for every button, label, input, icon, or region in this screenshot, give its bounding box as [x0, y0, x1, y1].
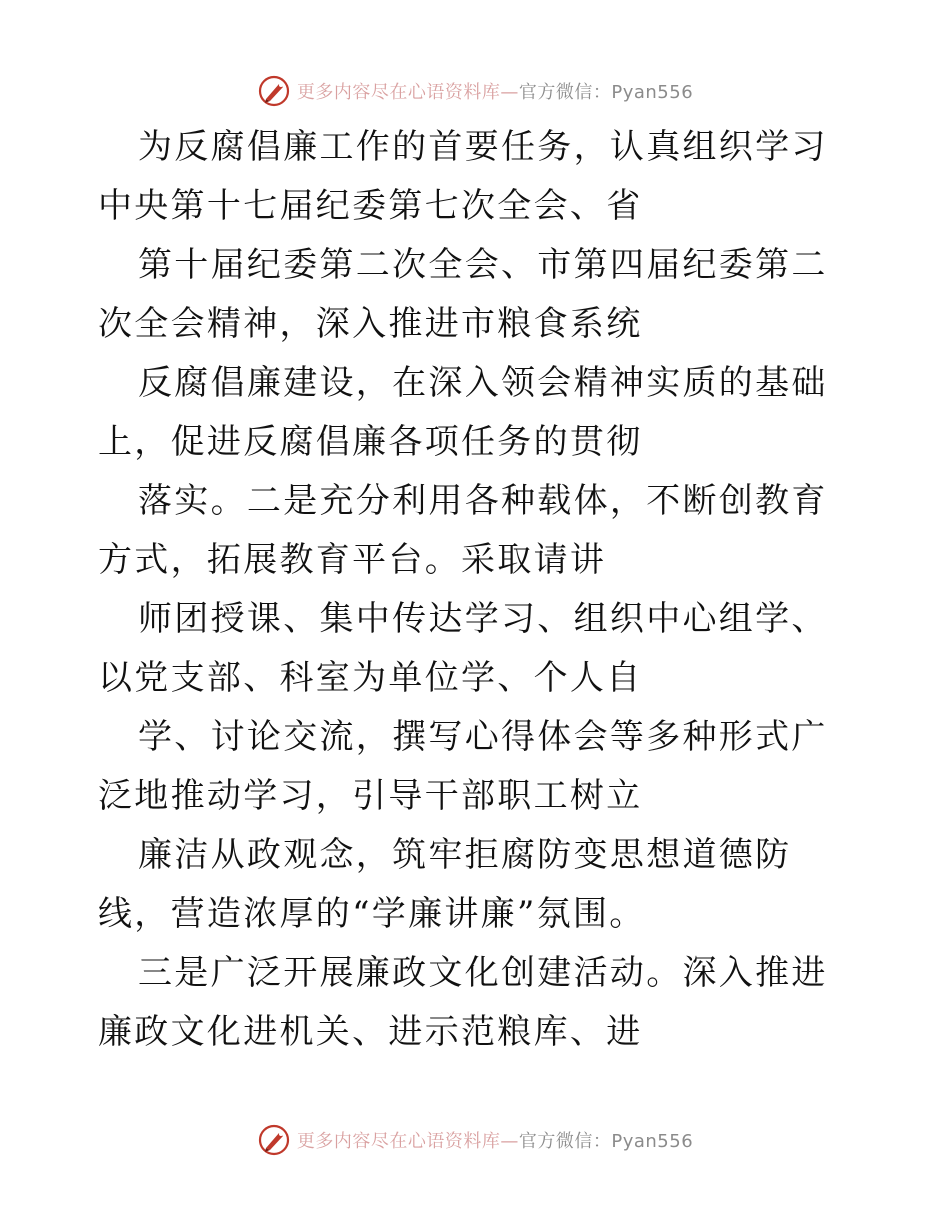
header-banner-text: 更多内容尽在心语资料库—官方微信：Pyan556 [296, 82, 694, 103]
footer-banner [0, 1120, 950, 1160]
paragraph: 为反腐倡廉工作的首要任务，认真组织学习中央第十七届纪委第七次全会、省 [98, 127, 828, 226]
paragraph: 第十届纪委第二次全会、市第四届纪委第二次全会精神，深入推进市粮食系统 [98, 245, 828, 344]
paragraph: 学、讨论交流，撰写心得体会等多种形式广泛地推动学习，引导干部职工树立 [98, 717, 828, 816]
header-banner [0, 71, 950, 111]
document-body [98, 118, 858, 1062]
paragraph: 落实。二是充分利用各种载体，不断创教育方式，拓展教育平台。采取请讲 [98, 481, 828, 580]
paragraph: 反腐倡廉建设，在深入领会精神实质的基础上，促进反腐倡廉各项任务的贯彻 [98, 363, 828, 462]
pen-circle-logo-icon [257, 1123, 291, 1157]
paragraph: 师团授课、集中传达学习、组织中心组学、以党支部、科室为单位学、个人自 [98, 599, 828, 698]
paragraph: 三是广泛开展廉政文化创建活动。深入推进廉政文化进机关、进示范粮库、进 [98, 953, 828, 1052]
paragraph: 廉洁从政观念，筑牢拒腐防变思想道德防线，营造浓厚的“学廉讲廉”氛围。 [98, 835, 792, 934]
pen-circle-logo-icon [257, 74, 291, 108]
footer-banner-text: 更多内容尽在心语资料库—官方微信：Pyan556 [296, 1131, 694, 1152]
